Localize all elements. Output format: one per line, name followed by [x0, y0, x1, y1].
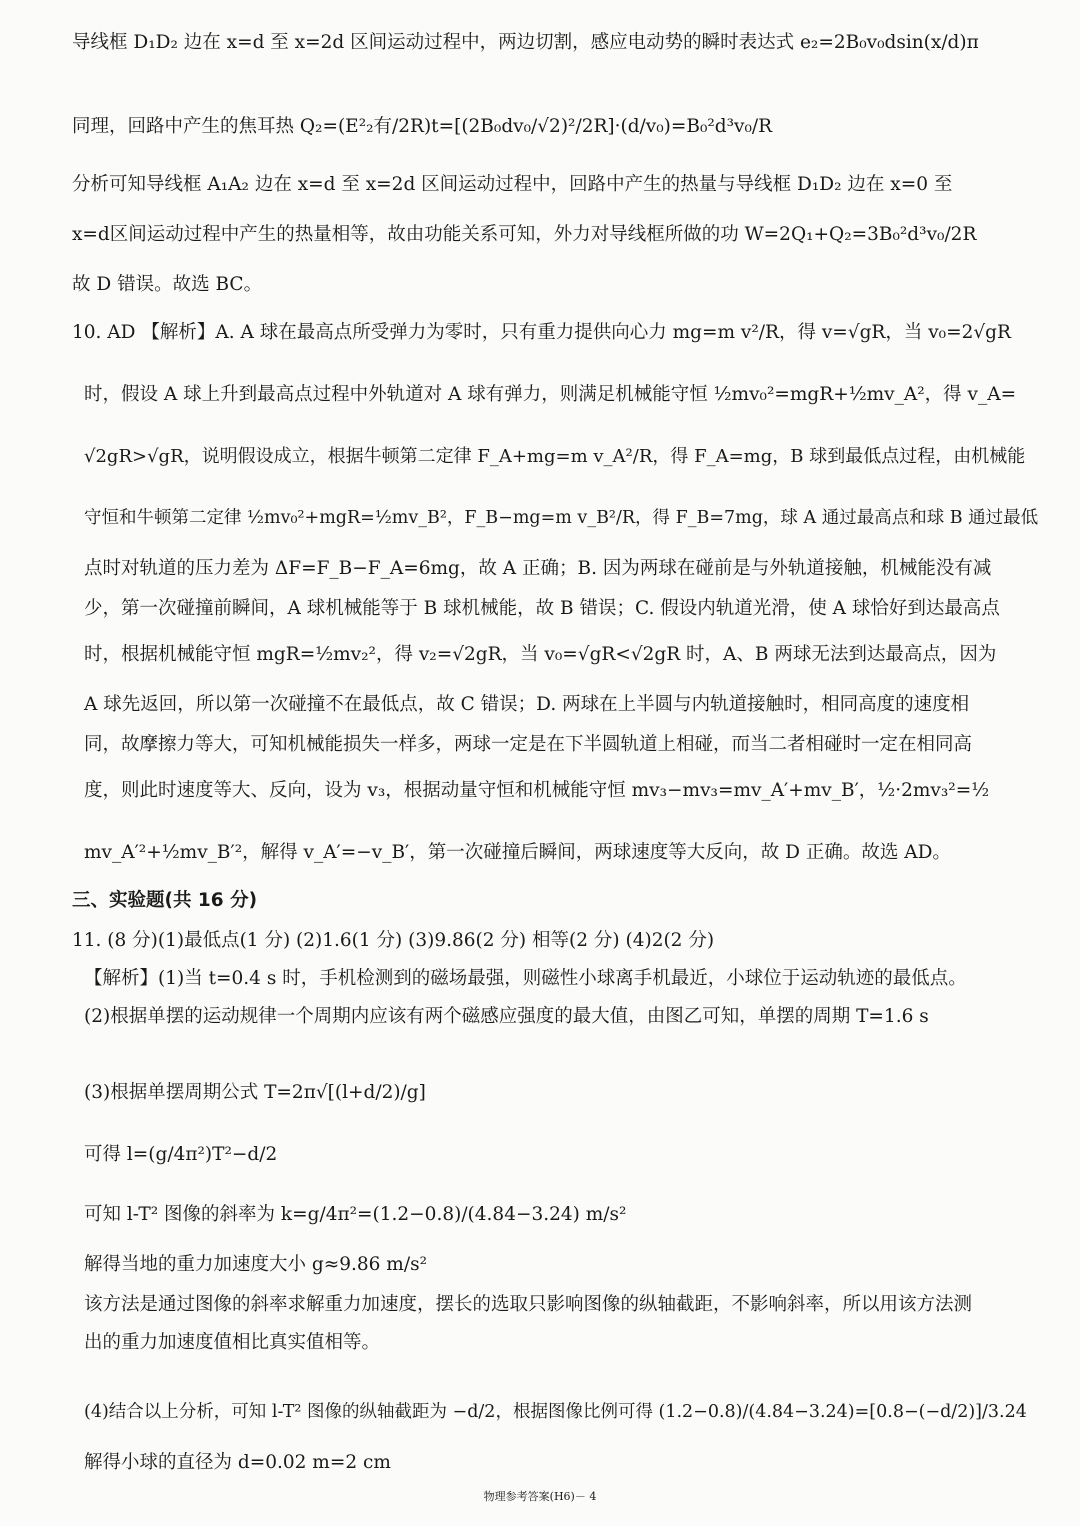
text-line: (2)根据单摆的运动规律一个周期内应该有两个磁感应强度的最大值，由图乙可知，单摆的周期 T=1.6 s [84, 1006, 929, 1027]
text-line: (3)根据单摆周期公式 T=2π√[(l+d/2)/g] [84, 1082, 426, 1103]
text-line: √2gR>√gR，说明假设成立，根据牛顿第二定律 F_A+mg=m v_A²/R，得 F_A=mg，B 球到最低点过程，由机械能 [84, 446, 1026, 467]
question-11-answer: 11. (8 分)(1)最低点(1 分) (2)1.6(1 分) (3)9.86(2 分) 相等(2 分) (4)2(2 分) [72, 930, 715, 951]
text-line: 解得当地的重力加速度大小 g≈9.86 m/s² [84, 1254, 427, 1275]
text-line: A 球先返回，所以第一次碰撞不在最低点，故 C 错误；D. 两球在上半圆与内轨道接触时，相同高度的速度相 [84, 694, 970, 715]
text-line: 该方法是通过图像的斜率求解重力加速度，摆长的选取只影响图像的纵轴截距，不影响斜率，所以用该方法测 [84, 1294, 973, 1315]
text-line: 同，故摩擦力等大，可知机械能损失一样多，两球一定是在下半圆轨道上相碰，而当二者相碰时一定在相同高 [84, 734, 973, 755]
text-line: 同理，回路中产生的焦耳热 Q₂=(E²₂有/2R)t=[(2B₀dv₀/√2)²/2R]·(d/v₀)=B₀²d³v₀/R [72, 116, 773, 137]
text-line: x=d区间运动过程中产生的热量相等，故由功能关系可知，外力对导线框所做的功 W=2Q₁+Q₂=3B₀²d³v₀/2R [72, 224, 977, 245]
text-line: (4)结合以上分析，可知 l-T² 图像的纵轴截距为 −d/2，根据图像比例可得 (1.2−0.8)/(4.84−3.24)=[0.8−(−d/2)]/3.24 [84, 1402, 1027, 1422]
text-line: 度，则此时速度等大、反向，设为 v₃，根据动量守恒和机械能守恒 mv₃−mv₃=mv_A′+mv_B′，½·2mv₃²=½ [84, 780, 990, 801]
text-line: 守恒和牛顿第二定律 ½mv₀²+mgR=½mv_B²，F_B−mg=m v_B²/R，得 F_B=7mg，球 A 通过最高点和球 B 通过最低 [84, 508, 1039, 528]
text-line: 导线框 D₁D₂ 边在 x=d 至 x=2d 区间运动过程中，两边切割，感应电动势的瞬时表达式 e₂=2B₀v₀dsin(x/d)π [72, 32, 979, 53]
page-footer: 物理参考答案(H6)－ 4 [483, 1490, 597, 1503]
text-line: 少，第一次碰撞前瞬间，A 球机械能等于 B 球机械能，故 B 错误；C. 假设内轨道光滑，使 A 球恰好到达最高点 [84, 598, 1000, 619]
question-10-answer: 10. AD 【解析】A. A 球在最高点所受弹力为零时，只有重力提供向心力 mg=m v²/R，得 v=√gR，当 v₀=2√gR [72, 322, 1011, 343]
text-line: 故 D 错误。故选 BC。 [72, 274, 263, 295]
text-line: 可得 l=(g/4π²)T²−d/2 [84, 1144, 278, 1165]
text-line: 时，根据机械能守恒 mgR=½mv₂²，得 v₂=√2gR，当 v₀=√gR<√2gR 时，A、B 两球无法到达最高点，因为 [84, 644, 997, 665]
text-line: 【解析】(1)当 t=0.4 s 时，手机检测到的磁场最强，则磁性小球离手机最近，小球位于运动轨迹的最低点。 [84, 968, 967, 989]
text-line: 分析可知导线框 A₁A₂ 边在 x=d 至 x=2d 区间运动过程中，回路中产生的热量与导线框 D₁D₂ 边在 x=0 至 [72, 174, 953, 195]
section-heading: 三、实验题(共 16 分) [72, 890, 258, 911]
text-line: 出的重力加速度值相比真实值相等。 [84, 1332, 381, 1353]
text-line: 时，假设 A 球上升到最高点过程中外轨道对 A 球有弹力，则满足机械能守恒 ½mv₀²=mgR+½mv_A²，得 v_A= [84, 384, 1017, 405]
text-line: 解得小球的直径为 d=0.02 m=2 cm [84, 1452, 391, 1473]
text-line: 可知 l-T² 图像的斜率为 k=g/4π²=(1.2−0.8)/(4.84−3.24) m/s² [84, 1204, 627, 1225]
text-line: mv_A′²+½mv_B′²，解得 v_A′=−v_B′，第一次碰撞后瞬间，两球速度等大反向，故 D 正确。故选 AD。 [84, 842, 951, 863]
text-line: 点时对轨道的压力差为 ΔF=F_B−F_A=6mg，故 A 正确；B. 因为两球在碰前是与外轨道接触，机械能没有减 [84, 558, 992, 579]
